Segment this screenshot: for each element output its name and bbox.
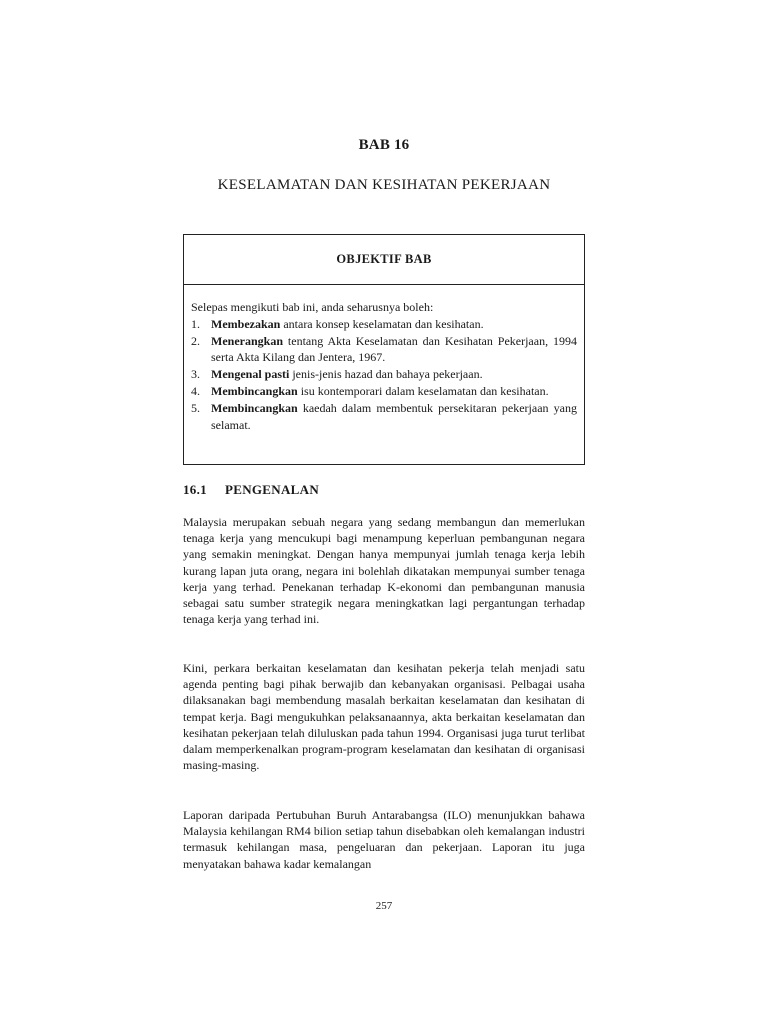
objective-keyword: Membincangkan bbox=[211, 400, 298, 415]
objective-text bbox=[211, 366, 577, 383]
objective-text bbox=[211, 316, 577, 333]
objective-text bbox=[211, 383, 577, 400]
objective-item bbox=[191, 400, 577, 434]
page-number: 257 bbox=[375, 900, 393, 912]
objective-item bbox=[191, 366, 577, 383]
objectives-box bbox=[183, 234, 585, 465]
objective-description: kaedah dalam membentuk persekitaran pekerjaan yang selamat. bbox=[211, 400, 577, 432]
objective-text bbox=[211, 333, 577, 367]
objective-keyword: Menerangkan bbox=[211, 333, 283, 348]
objective-description: antara konsep keselamatan dan kesihatan. bbox=[280, 316, 484, 331]
objectives-body bbox=[184, 285, 584, 433]
objective-item bbox=[191, 333, 577, 367]
section-title: PENGENALAN bbox=[225, 482, 320, 497]
objective-item bbox=[191, 316, 577, 333]
chapter-title: KESELAMATAN DAN KESIHATAN PEKERJAAN bbox=[217, 177, 551, 193]
objective-keyword: Membincangkan bbox=[211, 383, 298, 398]
section-number: 16.1 bbox=[183, 482, 207, 497]
objectives-header: OBJEKTIF BAB bbox=[184, 235, 584, 285]
objective-description: isu kontemporari dalam keselamatan dan kesihatan. bbox=[297, 383, 549, 398]
chapter-number: BAB 16 bbox=[358, 137, 410, 153]
body-paragraph: Kini, perkara berkaitan keselamatan dan kesihatan pekerja telah menjadi satu agenda penting bagi pihak berwajib dan kebanyakan organisasi. Pelbagai usaha dilaksanakan bagi membendung masalah berkaitan keselamatan dan kesihatan di tempat kerja. Bagi mengukuhkan pelaksanaannya, akta berkaitan keselamatan dan kesihatan pekerjaan telah diluluskan pada tahun 1994. Organisasi juga turut terlibat dalam memperkenalkan program-program keselamatan dan kesihatan di organisasi masing-masing. bbox=[183, 661, 585, 773]
section-heading bbox=[183, 482, 319, 498]
objective-keyword: Membezakan bbox=[211, 316, 281, 331]
objective-number: 3. bbox=[191, 367, 200, 382]
body-paragraph: Malaysia merupakan sebuah negara yang sedang membangun dan memerlukan tenaga kerja yang mencukupi bagi menampung keperluan pembangunan negara yang semakin meningkat. Dengan hanya mempunyai jumlah tenaga kerja lebih kurang lapan juta orang, negara ini bolehlah dikatakan mempunyai sumber tenaga kerja yang terhad. Penekanan terhadap K-ekonomi dan pembangunan manusia sebagai satu sumber strategik negara meningkatkan lagi pergantungan terhadap tenaga kerja yang terhad ini. bbox=[183, 515, 585, 627]
objective-description: tentang Akta Keselamatan dan Kesihatan Pekerjaan, 1994 serta Akta Kilang dan Jentera, 1967. bbox=[211, 333, 577, 365]
objective-description: jenis-jenis hazad dan bahaya pekerjaan. bbox=[289, 367, 483, 382]
objectives-intro: Selepas mengikuti bab ini, anda seharusnya boleh: bbox=[191, 300, 434, 314]
objective-number: 5. bbox=[191, 400, 200, 415]
objective-item bbox=[191, 383, 577, 400]
objective-number: 1. bbox=[191, 316, 200, 331]
objective-keyword: Mengenal pasti bbox=[211, 367, 290, 382]
objective-text bbox=[211, 400, 577, 434]
objective-number: 4. bbox=[191, 383, 200, 398]
objective-number: 2. bbox=[191, 333, 200, 348]
body-paragraph: Laporan daripada Pertubuhan Buruh Antarabangsa (ILO) menunjukkan bahawa Malaysia kehilangan RM4 bilion setiap tahun disebabkan oleh kemalangan industri termasuk kehilangan masa, pengeluaran dan pekerjaan. Laporan itu juga menyatakan bahawa kadar kemalangan bbox=[183, 808, 585, 871]
objectives-list bbox=[191, 316, 577, 434]
